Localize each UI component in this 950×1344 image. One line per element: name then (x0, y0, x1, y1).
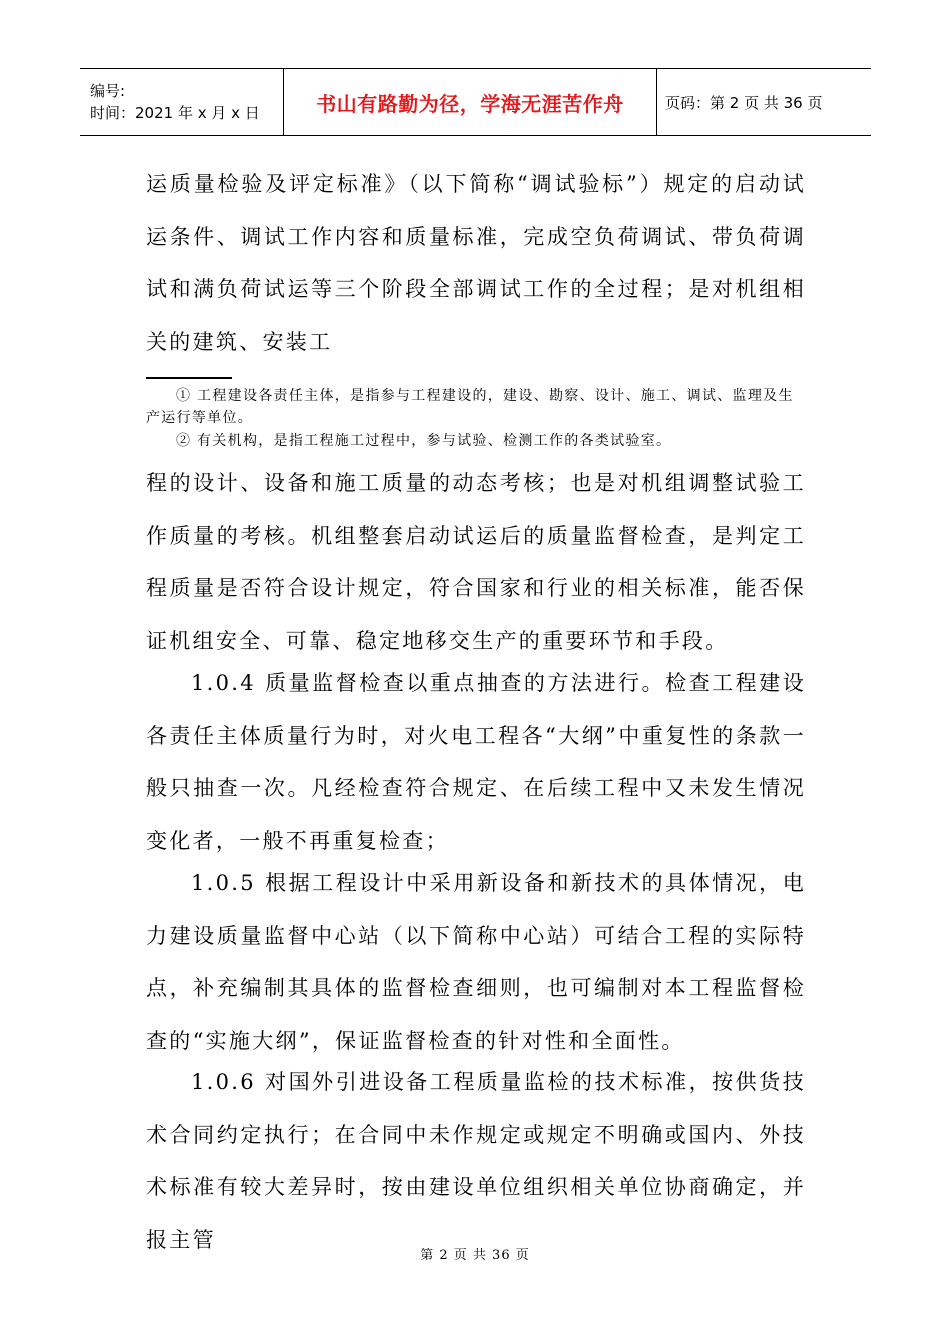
header-left-cell (80, 69, 283, 135)
paragraph-1-0-4: 1.0.4 质量监督检查以重点抽查的方法进行。检查工程建设各责任主体质量行为时，对火电工程各“大纲”中重复性的条款一般只抽查一次。凡经检查符合规定、在后续工程中又未发生情况变化者，一般不再重复检查； (146, 671, 806, 853)
page-header (80, 68, 871, 136)
footnote-2: ② 有关机构，是指工程施工过程中，参与试验、检测工作的各类试验室。 (176, 433, 672, 449)
header-page-cell (657, 69, 871, 135)
paragraph-continued-top: 运质量检验及评定标准》（以下简称“调试验标”）规定的启动试运条件、调试工作内容和质量标准，完成空负荷调试、带负荷调试和满负荷试运等三个阶段全部调试工作的全过程；是对机组相关的建筑、安装工 (146, 172, 806, 354)
document-number-label: 编号: (90, 82, 126, 100)
page-footer: 第 2 页 共 36 页 (420, 1248, 530, 1263)
header-motto: 书山有路勤为径，学海无涯苦作舟 (316, 91, 624, 116)
paragraph-1-0-6: 1.0.6 对国外引进设备工程质量监检的技术标准，按供货技术合同约定执行；在合同中未作规定或规定不明确或国内、外技术标准有较大差异时，按由建设单位组织相关单位协商确定，并报主管 (146, 1070, 806, 1252)
document-date-label: 时间：2021 年 x 月 x 日 (90, 104, 260, 122)
header-motto-cell (283, 69, 657, 135)
header-page-number: 页码：第 2 页 共 36 页 (665, 93, 823, 112)
paragraph-continued-bottom: 程的设计、设备和施工质量的动态考核；也是对机组调整试验工作质量的考核。机组整套启动试运后的质量监督检查，是判定工程质量是否符合设计规定，符合国家和行业的相关标准，能否保证机组安全、可靠、稳定地移交生产的重要环节和手段。 (146, 471, 806, 653)
footnote-separator (146, 377, 232, 379)
paragraph-1-0-5: 1.0.5 根据工程设计中采用新设备和新技术的具体情况，电力建设质量监督中心站（以下简称中心站）可结合工程的实际特点，补充编制其具体的监督检查细则，也可编制对本工程监督检查的“实施大纲”，保证监督检查的针对性和全面性。 (146, 871, 806, 1053)
footnote-1: ① 工程建设各责任主体，是指参与工程建设的，建设、勘察、设计、施工、调试、监理及生产运行等单位。 (146, 388, 794, 426)
